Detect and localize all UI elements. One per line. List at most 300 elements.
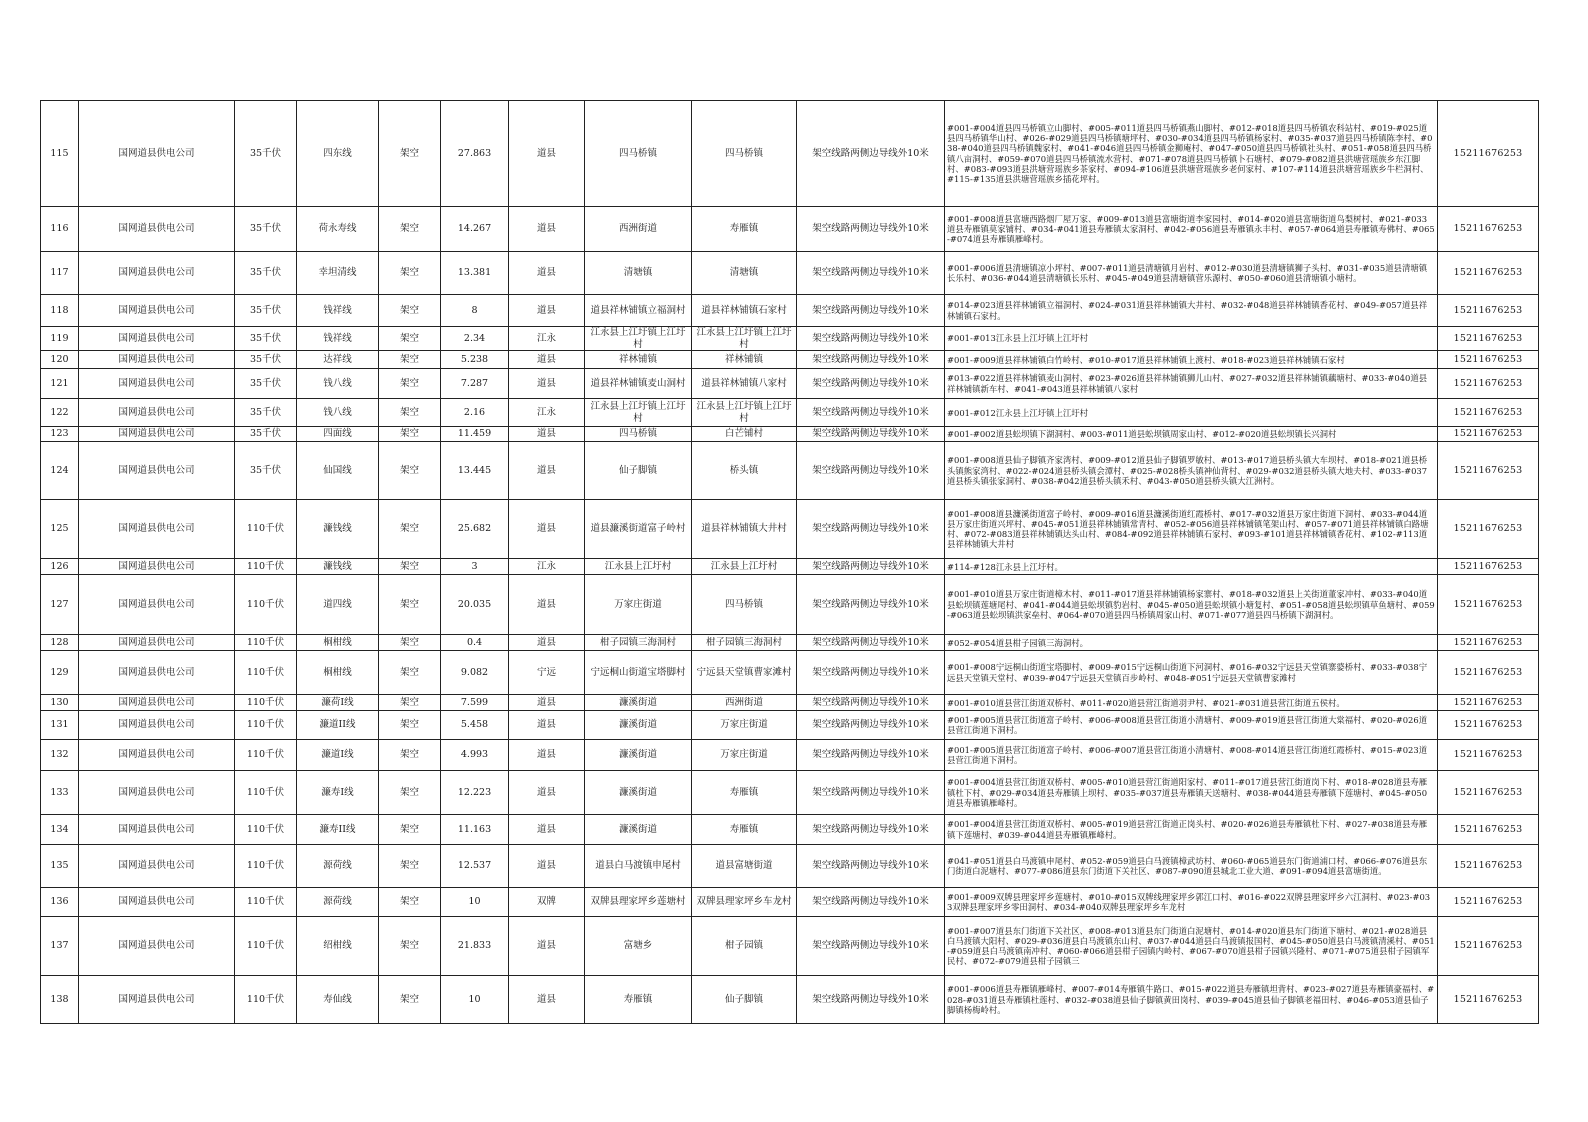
contact-phone-cell: 15211676253: [1438, 771, 1539, 815]
contact-phone-cell: 15211676253: [1438, 559, 1539, 575]
company-cell: 国网道县供电公司: [79, 771, 235, 815]
county-cell: 江永: [509, 399, 585, 427]
end-location-cell: 柑子园镇: [692, 917, 797, 976]
end-location-cell: 江永县上江圩村: [692, 559, 797, 575]
contact-phone-cell: 15211676253: [1438, 369, 1539, 399]
start-location-cell: 柑子园镇三海洞村: [585, 635, 692, 651]
line-type-cell: 架空: [379, 327, 441, 351]
line-name-cell: 桐柑线: [297, 635, 379, 651]
company-cell: 国网道县供电公司: [79, 252, 235, 295]
start-location-cell: 祥林铺镇: [585, 351, 692, 369]
table-row: [41, 771, 1539, 815]
row-number: 131: [41, 711, 79, 740]
line-name-cell: 濂荷I线: [297, 695, 379, 711]
contact-phone-cell: 15211676253: [1438, 500, 1539, 559]
row-number: 120: [41, 351, 79, 369]
length-cell: 20.035: [441, 575, 509, 635]
county-cell: 道县: [509, 815, 585, 845]
protection-zone-cell: 架空线路两侧边导线外10米: [797, 500, 945, 559]
table-row: [41, 845, 1539, 888]
county-cell: 道县: [509, 976, 585, 1024]
row-number: 115: [41, 101, 79, 207]
county-cell: 道县: [509, 252, 585, 295]
end-location-cell: 四马桥镇: [692, 575, 797, 635]
protection-zone-cell: 架空线路两侧边导线外10米: [797, 740, 945, 771]
row-number: 138: [41, 976, 79, 1024]
voltage-cell: 35千伏: [235, 369, 297, 399]
county-cell: 道县: [509, 575, 585, 635]
county-cell: 道县: [509, 207, 585, 252]
contact-phone-cell: 15211676253: [1438, 327, 1539, 351]
tower-range-cell: #001-#008宁远桐山街道宝塔脚村、#009-#015宁远桐山街道下河洞村、#016-#032宁远县天堂镇寨婆桥村、#033-#038宁远县天堂镇天堂村、#039-#047宁远县天堂镇百步岭村、#048-#051宁远县天堂镇曹家滩村: [945, 651, 1438, 695]
protection-zone-cell: 架空线路两侧边导线外10米: [797, 711, 945, 740]
length-cell: 12.537: [441, 845, 509, 888]
line-name-cell: 源荷线: [297, 845, 379, 888]
county-cell: 道县: [509, 740, 585, 771]
length-cell: 11.459: [441, 427, 509, 442]
tower-range-cell: #001-#012江永县上江圩镇上江圩村: [945, 399, 1438, 427]
table-row: [41, 327, 1539, 351]
voltage-cell: 110千伏: [235, 559, 297, 575]
tower-range-cell: #001-#009道县祥林铺镇白竹岭村、#010-#017道县祥林铺镇上渡村、#018-#023道县祥林铺镇石家村: [945, 351, 1438, 369]
end-location-cell: 道县祥林铺镇大井村: [692, 500, 797, 559]
end-location-cell: 万家庄街道: [692, 711, 797, 740]
length-cell: 25.682: [441, 500, 509, 559]
company-cell: 国网道县供电公司: [79, 327, 235, 351]
county-cell: 道县: [509, 771, 585, 815]
protection-zone-cell: 架空线路两侧边导线外10米: [797, 101, 945, 207]
tower-range-cell: #001-#009双牌县理家坪乡莲塘村、#010-#015双牌线理家坪乡郭江口村、#016-#022双牌县理家坪乡六江洞村、#023-#033双牌县理家坪乡零田洞村、#034-#040双牌县理家坪乡车龙村: [945, 888, 1438, 917]
county-cell: 道县: [509, 711, 585, 740]
start-location-cell: 清塘镇: [585, 252, 692, 295]
voltage-cell: 35千伏: [235, 101, 297, 207]
length-cell: 5.458: [441, 711, 509, 740]
company-cell: 国网道县供电公司: [79, 295, 235, 327]
end-location-cell: 万家庄街道: [692, 740, 797, 771]
table-row: [41, 635, 1539, 651]
voltage-cell: 110千伏: [235, 695, 297, 711]
voltage-cell: 35千伏: [235, 351, 297, 369]
contact-phone-cell: 15211676253: [1438, 399, 1539, 427]
length-cell: 14.267: [441, 207, 509, 252]
company-cell: 国网道县供电公司: [79, 635, 235, 651]
length-cell: 13.381: [441, 252, 509, 295]
voltage-cell: 35千伏: [235, 252, 297, 295]
protection-zone-cell: 架空线路两侧边导线外10米: [797, 651, 945, 695]
tower-range-cell: #001-#013江永县上江圩镇上江圩村: [945, 327, 1438, 351]
voltage-cell: 110千伏: [235, 711, 297, 740]
length-cell: 10: [441, 888, 509, 917]
line-name-cell: 源荷线: [297, 888, 379, 917]
row-number: 135: [41, 845, 79, 888]
length-cell: 4.993: [441, 740, 509, 771]
table-row: [41, 295, 1539, 327]
voltage-cell: 110千伏: [235, 976, 297, 1024]
end-location-cell: 道县富塘街道: [692, 845, 797, 888]
protection-zone-cell: 架空线路两侧边导线外10米: [797, 888, 945, 917]
start-location-cell: 濂溪街道: [585, 711, 692, 740]
row-number: 133: [41, 771, 79, 815]
table-row: [41, 711, 1539, 740]
tower-range-cell: #052-#054道县柑子园镇三海洞村。: [945, 635, 1438, 651]
line-name-cell: 濂道II线: [297, 711, 379, 740]
row-number: 122: [41, 399, 79, 427]
voltage-cell: 110千伏: [235, 500, 297, 559]
voltage-cell: 35千伏: [235, 295, 297, 327]
county-cell: 道县: [509, 101, 585, 207]
line-name-cell: 道四线: [297, 575, 379, 635]
row-number: 126: [41, 559, 79, 575]
table-row: [41, 815, 1539, 845]
company-cell: 国网道县供电公司: [79, 651, 235, 695]
tower-range-cell: #001-#002道县蚣坝镇下湖洞村、#003-#011道县蚣坝镇周家山村、#012-#020道县蚣坝镇长兴洞村: [945, 427, 1438, 442]
table-row: [41, 651, 1539, 695]
table-row: [41, 740, 1539, 771]
row-number: 128: [41, 635, 79, 651]
end-location-cell: 寿雁镇: [692, 815, 797, 845]
company-cell: 国网道县供电公司: [79, 427, 235, 442]
row-number: 137: [41, 917, 79, 976]
voltage-cell: 110千伏: [235, 740, 297, 771]
line-type-cell: 架空: [379, 845, 441, 888]
contact-phone-cell: 15211676253: [1438, 845, 1539, 888]
county-cell: 道县: [509, 635, 585, 651]
line-name-cell: 幸坦清线: [297, 252, 379, 295]
company-cell: 国网道县供电公司: [79, 351, 235, 369]
contact-phone-cell: 15211676253: [1438, 976, 1539, 1024]
company-cell: 国网道县供电公司: [79, 711, 235, 740]
start-location-cell: 宁远桐山街道宝塔脚村: [585, 651, 692, 695]
row-number: 124: [41, 442, 79, 500]
table-row: [41, 888, 1539, 917]
county-cell: 道县: [509, 917, 585, 976]
start-location-cell: 仙子脚镇: [585, 442, 692, 500]
length-cell: 5.238: [441, 351, 509, 369]
end-location-cell: 四马桥镇: [692, 101, 797, 207]
start-location-cell: 富塘乡: [585, 917, 692, 976]
start-location-cell: 道县祥林铺镇麦山洞村: [585, 369, 692, 399]
tower-range-cell: #001-#006道县寿雁镇雁峰村、#007-#014寿雁镇牛路口、#015-#022道县寿雁镇坦背村、#023-#027道县寿雁镇豪福村、#028-#031道县寿雁镇杜莲村、#032-#038道县仙子脚镇黄田岗村、#039-#045道县仙子脚镇老福田村、#046-#053道县仙子脚镇杨梅岭村。: [945, 976, 1438, 1024]
protection-zone-cell: 架空线路两侧边导线外10米: [797, 635, 945, 651]
company-cell: 国网道县供电公司: [79, 101, 235, 207]
table-row: [41, 252, 1539, 295]
tower-range-cell: #013-#022道县祥林铺镇麦山洞村、#023-#026道县祥林铺镇狮儿山村、#027-#032道县祥林铺镇藕塘村、#033-#040道县祥林铺镇新车村、#041-#043道县祥林铺镇八家村: [945, 369, 1438, 399]
start-location-cell: 濂溪街道: [585, 771, 692, 815]
line-type-cell: 架空: [379, 917, 441, 976]
line-type-cell: 架空: [379, 207, 441, 252]
voltage-cell: 110千伏: [235, 888, 297, 917]
table-row: [41, 442, 1539, 500]
line-type-cell: 架空: [379, 740, 441, 771]
end-location-cell: 双牌县理家坪乡车龙村: [692, 888, 797, 917]
line-name-cell: 绍柑线: [297, 917, 379, 976]
protection-zone-cell: 架空线路两侧边导线外10米: [797, 442, 945, 500]
contact-phone-cell: 15211676253: [1438, 295, 1539, 327]
length-cell: 12.223: [441, 771, 509, 815]
line-type-cell: 架空: [379, 399, 441, 427]
table-body: [41, 101, 1539, 1024]
voltage-cell: 110千伏: [235, 575, 297, 635]
county-cell: 江永: [509, 327, 585, 351]
line-name-cell: 濂寿I线: [297, 771, 379, 815]
line-type-cell: 架空: [379, 888, 441, 917]
company-cell: 国网道县供电公司: [79, 888, 235, 917]
company-cell: 国网道县供电公司: [79, 917, 235, 976]
length-cell: 27.863: [441, 101, 509, 207]
start-location-cell: 江永县上江圩镇上江圩村: [585, 327, 692, 351]
start-location-cell: 西洲街道: [585, 207, 692, 252]
start-location-cell: 濂溪街道: [585, 695, 692, 711]
line-type-cell: 架空: [379, 575, 441, 635]
end-location-cell: 寿雁镇: [692, 207, 797, 252]
contact-phone-cell: 15211676253: [1438, 252, 1539, 295]
county-cell: 道县: [509, 845, 585, 888]
tower-range-cell: #001-#004道县营江街道双桥村、#005-#010道县营江街道阳家村、#011-#017道县营江街道岗下村、#018-#028道县寿雁镇杜下村、#029-#034道县寿雁镇上坝村、#035-#037道县寿雁镇天送塘村、#038-#044道县寿雁镇下莲塘村、#045-#050道县寿雁镇雁峰村。: [945, 771, 1438, 815]
data-table: [40, 100, 1539, 1024]
company-cell: 国网道县供电公司: [79, 845, 235, 888]
protection-zone-cell: 架空线路两侧边导线外10米: [797, 845, 945, 888]
line-name-cell: 四东线: [297, 101, 379, 207]
tower-range-cell: #001-#005道县营江街道富子岭村、#006-#007道县营江街道小清塘村、#008-#014道县营江街道红霞桥村、#015-#023道县营江街道下洞村。: [945, 740, 1438, 771]
voltage-cell: 110千伏: [235, 771, 297, 815]
protection-zone-cell: 架空线路两侧边导线外10米: [797, 327, 945, 351]
start-location-cell: 寿雁镇: [585, 976, 692, 1024]
tower-range-cell: #001-#008道县濂溪街道富子岭村、#009-#016道县濂溪街道红霞桥村、#017-#032道县万家庄街道下洞村、#033-#044道县万家庄街道兴坪村、#045-#051道县祥林铺镇常青村、#052-#056道县祥林铺镇笔架山村、#057-#071道县祥林铺镇白路塘村、#072-#083道县祥林铺镇达头山村、#084-#092道县祥林铺镇石家村、#093-#101道县祥林铺镇香花村、#102-#113道县祥林铺镇大井村: [945, 500, 1438, 559]
county-cell: 道县: [509, 500, 585, 559]
contact-phone-cell: 15211676253: [1438, 917, 1539, 976]
company-cell: 国网道县供电公司: [79, 695, 235, 711]
length-cell: 10: [441, 976, 509, 1024]
tower-range-cell: #001-#004道县营江街道双桥村、#005-#019道县营江街道正岗头村、#020-#026道县寿雁镇杜下村、#027-#038道县寿雁镇下莲塘村、#039-#044道县寿雁镇雁峰村。: [945, 815, 1438, 845]
tower-range-cell: #001-#005道县营江街道富子岭村、#006-#008道县营江街道小清塘村、#009-#019道县营江街道大棠福村、#020-#026道县营江街道下洞村。: [945, 711, 1438, 740]
length-cell: 2.16: [441, 399, 509, 427]
voltage-cell: 110千伏: [235, 651, 297, 695]
protection-zone-cell: 架空线路两侧边导线外10米: [797, 351, 945, 369]
line-type-cell: 架空: [379, 711, 441, 740]
row-number: 132: [41, 740, 79, 771]
line-name-cell: 桐柑线: [297, 651, 379, 695]
line-type-cell: 架空: [379, 771, 441, 815]
end-location-cell: 柑子园镇三海洞村: [692, 635, 797, 651]
county-cell: 道县: [509, 351, 585, 369]
start-location-cell: 道县白马渡镇申尾村: [585, 845, 692, 888]
protection-zone-cell: 架空线路两侧边导线外10米: [797, 917, 945, 976]
row-number: 116: [41, 207, 79, 252]
length-cell: 0.4: [441, 635, 509, 651]
end-location-cell: 道县祥林铺镇石家村: [692, 295, 797, 327]
line-name-cell: 钱祥线: [297, 327, 379, 351]
line-type-cell: 架空: [379, 559, 441, 575]
table-row: [41, 917, 1539, 976]
contact-phone-cell: 15211676253: [1438, 575, 1539, 635]
voltage-cell: 35千伏: [235, 327, 297, 351]
protection-zone-cell: 架空线路两侧边导线外10米: [797, 815, 945, 845]
tower-range-cell: #041-#051道县白马渡镇申尾村、#052-#059道县白马渡镇樟武坊村、#060-#065道县东门街道浦口村、#066-#076道县东门街道白泥塘村、#077-#086道县东门街道下关社区、#087-#090道县城北工业大道、#091-#094道县富塘街道。: [945, 845, 1438, 888]
protection-zone-cell: 架空线路两侧边导线外10米: [797, 399, 945, 427]
tower-range-cell: #114-#128江永县上江圩村。: [945, 559, 1438, 575]
line-name-cell: 钱八线: [297, 399, 379, 427]
line-type-cell: 架空: [379, 976, 441, 1024]
table-row: [41, 427, 1539, 442]
protection-zone-cell: 架空线路两侧边导线外10米: [797, 771, 945, 815]
tower-range-cell: #014-#023道县祥林铺镇立福洞村、#024-#031道县祥林铺镇大井村、#032-#048道县祥林铺镇香花村、#049-#057道县祥林铺镇石家村。: [945, 295, 1438, 327]
length-cell: 3: [441, 559, 509, 575]
line-name-cell: 达祥线: [297, 351, 379, 369]
protection-zone-cell: 架空线路两侧边导线外10米: [797, 369, 945, 399]
county-cell: 道县: [509, 369, 585, 399]
line-name-cell: 寿仙线: [297, 976, 379, 1024]
line-name-cell: 钱八线: [297, 369, 379, 399]
line-name-cell: 仙国线: [297, 442, 379, 500]
protection-zone-cell: 架空线路两侧边导线外10米: [797, 559, 945, 575]
start-location-cell: 道县祥林铺镇立福洞村: [585, 295, 692, 327]
county-cell: 道县: [509, 695, 585, 711]
table-row: [41, 369, 1539, 399]
protection-zone-cell: 架空线路两侧边导线外10米: [797, 976, 945, 1024]
start-location-cell: 濂溪街道: [585, 815, 692, 845]
contact-phone-cell: 15211676253: [1438, 815, 1539, 845]
end-location-cell: 祥林铺镇: [692, 351, 797, 369]
contact-phone-cell: 15211676253: [1438, 695, 1539, 711]
table-row: [41, 695, 1539, 711]
company-cell: 国网道县供电公司: [79, 976, 235, 1024]
row-number: 134: [41, 815, 79, 845]
company-cell: 国网道县供电公司: [79, 399, 235, 427]
protection-zone-cell: 架空线路两侧边导线外10米: [797, 252, 945, 295]
end-location-cell: 宁远县天堂镇曹家滩村: [692, 651, 797, 695]
company-cell: 国网道县供电公司: [79, 815, 235, 845]
table-row: [41, 207, 1539, 252]
line-name-cell: 濂钱线: [297, 500, 379, 559]
county-cell: 宁远: [509, 651, 585, 695]
contact-phone-cell: 15211676253: [1438, 888, 1539, 917]
voltage-cell: 35千伏: [235, 442, 297, 500]
protection-zone-cell: 架空线路两侧边导线外10米: [797, 575, 945, 635]
line-type-cell: 架空: [379, 695, 441, 711]
company-cell: 国网道县供电公司: [79, 369, 235, 399]
contact-phone-cell: 15211676253: [1438, 635, 1539, 651]
county-cell: 双牌: [509, 888, 585, 917]
tower-range-cell: #001-#010道县万家庄街道樟木村、#011-#017道县祥林铺镇杨家寨村、#018-#032道县上关街道董家冲村、#033-#040道县蚣坝镇莲塘尾村、#041-#044道县蚣坝镇豹岩村、#045-#050道县蚣坝镇小塘复村、#051-#058道县蚣坝镇草鱼塘村、#059-#063道县蚣坝镇洪家垒村、#064-#070道县四马桥镇周家山村、#071-#077道县四马桥镇下湖洞村。: [945, 575, 1438, 635]
start-location-cell: 江永县上江圩镇上江圩村: [585, 399, 692, 427]
table-row: [41, 559, 1539, 575]
contact-phone-cell: 15211676253: [1438, 740, 1539, 771]
protection-zone-cell: 架空线路两侧边导线外10米: [797, 295, 945, 327]
end-location-cell: 西洲街道: [692, 695, 797, 711]
row-number: 125: [41, 500, 79, 559]
company-cell: 国网道县供电公司: [79, 207, 235, 252]
length-cell: 2.34: [441, 327, 509, 351]
start-location-cell: 万家庄街道: [585, 575, 692, 635]
line-type-cell: 架空: [379, 442, 441, 500]
voltage-cell: 110千伏: [235, 815, 297, 845]
line-type-cell: 架空: [379, 635, 441, 651]
line-type-cell: 架空: [379, 815, 441, 845]
start-location-cell: 四马桥镇: [585, 101, 692, 207]
voltage-cell: 110千伏: [235, 635, 297, 651]
length-cell: 8: [441, 295, 509, 327]
table-row: [41, 399, 1539, 427]
row-number: 123: [41, 427, 79, 442]
start-location-cell: 江永县上江圩村: [585, 559, 692, 575]
protection-zone-cell: 架空线路两侧边导线外10米: [797, 427, 945, 442]
row-number: 121: [41, 369, 79, 399]
end-location-cell: 江永县上江圩镇上江圩村: [692, 399, 797, 427]
line-name-cell: 钱祥线: [297, 295, 379, 327]
length-cell: 7.287: [441, 369, 509, 399]
company-cell: 国网道县供电公司: [79, 559, 235, 575]
company-cell: 国网道县供电公司: [79, 500, 235, 559]
length-cell: 7.599: [441, 695, 509, 711]
contact-phone-cell: 15211676253: [1438, 442, 1539, 500]
line-name-cell: 荷永寿线: [297, 207, 379, 252]
line-type-cell: 架空: [379, 500, 441, 559]
voltage-cell: 110千伏: [235, 845, 297, 888]
line-type-cell: 架空: [379, 295, 441, 327]
line-name-cell: 四面线: [297, 427, 379, 442]
line-type-cell: 架空: [379, 252, 441, 295]
voltage-cell: 110千伏: [235, 917, 297, 976]
tower-range-cell: #001-#004道县四马桥镇立山脚村、#005-#011道县四马桥镇燕山脚村、#012-#018道县四马桥镇农科站村、#019-#025道县四马桥镇华山村、#026-#029道县四马桥镇塘坪村、#030-#034道县四马桥镇杨家村、#035-#037道县四马桥镇陈李村、#038-#040道县四马桥镇魏家村、#041-#046道县四马桥镇金狮庵村、#047-#050道县四马桥镇社头村、#051-#058道县四马桥镇八亩洞村、#059-#070道县四马桥镇流水营村、#071-#078道县四马桥镇卜石塘村、#079-#082道县洪塘营瑶族乡东江脚村、#083-#093道县洪塘营瑶族乡茶家村、#094-#106道县洪塘营瑶族乡老何家村、#107-#114道县洪塘营瑶族乡牛栏洞村、#115-#135道县洪塘营瑶族乡插花坪村。: [945, 101, 1438, 207]
start-location-cell: 双牌县理家坪乡莲塘村: [585, 888, 692, 917]
row-number: 130: [41, 695, 79, 711]
county-cell: 道县: [509, 442, 585, 500]
line-type-cell: 架空: [379, 369, 441, 399]
company-cell: 国网道县供电公司: [79, 442, 235, 500]
line-type-cell: 架空: [379, 101, 441, 207]
line-type-cell: 架空: [379, 427, 441, 442]
line-type-cell: 架空: [379, 651, 441, 695]
county-cell: 道县: [509, 295, 585, 327]
company-cell: 国网道县供电公司: [79, 740, 235, 771]
table-row: [41, 101, 1539, 207]
contact-phone-cell: 15211676253: [1438, 711, 1539, 740]
end-location-cell: 道县祥林铺镇八家村: [692, 369, 797, 399]
start-location-cell: 四马桥镇: [585, 427, 692, 442]
end-location-cell: 江永县上江圩镇上江圩村: [692, 327, 797, 351]
row-number: 129: [41, 651, 79, 695]
tower-range-cell: #001-#010道县营江街道双桥村、#011-#020道县营江街道羽尹村、#021-#031道县营江街道五侯村。: [945, 695, 1438, 711]
company-cell: 国网道县供电公司: [79, 575, 235, 635]
row-number: 119: [41, 327, 79, 351]
line-name-cell: 濂道I线: [297, 740, 379, 771]
voltage-cell: 35千伏: [235, 427, 297, 442]
county-cell: 道县: [509, 427, 585, 442]
end-location-cell: 白芒铺村: [692, 427, 797, 442]
contact-phone-cell: 15211676253: [1438, 651, 1539, 695]
tower-range-cell: #001-#008道县仙子脚镇齐家湾村、#009-#012道县仙子脚镇罗敏村、#013-#017道县桥头镇大车坝村、#018-#021道县桥头镇熊家湾村、#022-#024道县桥头镇会潭村、#025-#028桥头镇神仙背村、#029-#032道县桥头镇大地夫村、#033-#037道县桥头镇张家洞村、#038-#042道县桥头镇禾村、#043-#050道县桥头镇大江洲村。: [945, 442, 1438, 500]
end-location-cell: 寿雁镇: [692, 771, 797, 815]
row-number: 127: [41, 575, 79, 635]
end-location-cell: 仙子脚镇: [692, 976, 797, 1024]
contact-phone-cell: 15211676253: [1438, 101, 1539, 207]
table-row: [41, 351, 1539, 369]
row-number: 117: [41, 252, 79, 295]
length-cell: 13.445: [441, 442, 509, 500]
voltage-cell: 35千伏: [235, 207, 297, 252]
protection-zone-cell: 架空线路两侧边导线外10米: [797, 207, 945, 252]
line-type-cell: 架空: [379, 351, 441, 369]
line-name-cell: 濂钱线: [297, 559, 379, 575]
table-row: [41, 500, 1539, 559]
end-location-cell: 桥头镇: [692, 442, 797, 500]
contact-phone-cell: 15211676253: [1438, 351, 1539, 369]
tower-range-cell: #001-#006道县清塘镇凉小坪村、#007-#011道县清塘镇月岩村、#012-#030道县清塘镇狮子头村、#031-#035道县清塘镇长乐村、#036-#044道县清塘镇长乐村、#045-#049道县清塘镇营乐源村、#050-#060道县清塘镇小塘村。: [945, 252, 1438, 295]
row-number: 118: [41, 295, 79, 327]
protection-zone-cell: 架空线路两侧边导线外10米: [797, 695, 945, 711]
contact-phone-cell: 15211676253: [1438, 427, 1539, 442]
length-cell: 9.082: [441, 651, 509, 695]
